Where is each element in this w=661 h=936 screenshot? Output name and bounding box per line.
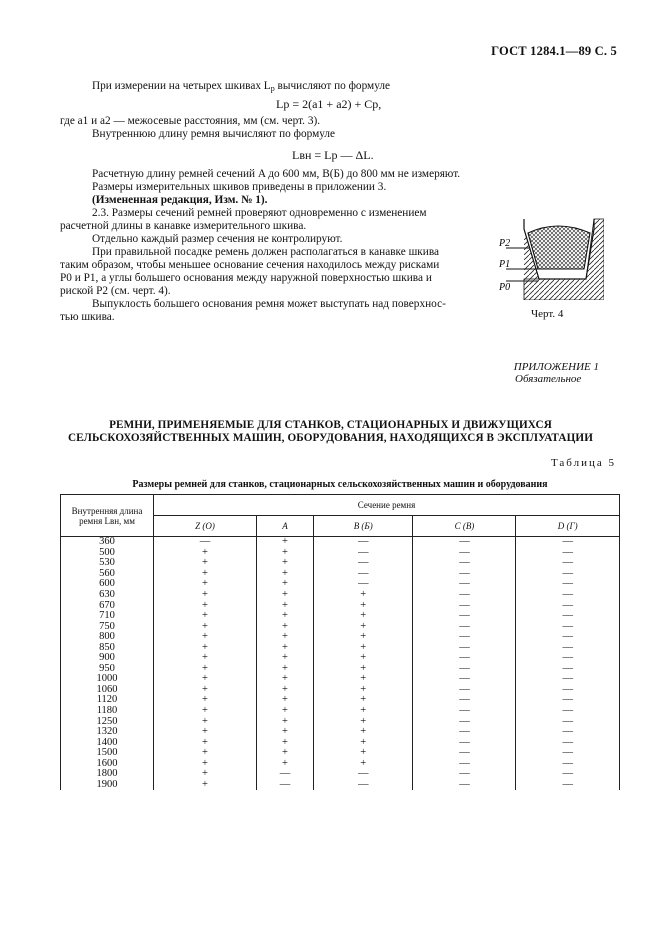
cell-section-mark: + (154, 548, 257, 559)
cell-section-mark: + (256, 621, 313, 632)
cell-section-mark: + (154, 685, 257, 696)
cell-section-mark: + (154, 569, 257, 580)
cell-section-mark: + (154, 727, 257, 738)
cell-section-mark: + (256, 758, 313, 769)
cell-section-mark: — (413, 537, 516, 548)
table-row (61, 748, 620, 759)
cell-section-mark: — (313, 780, 413, 791)
cell-section-mark: + (154, 748, 257, 759)
table-row (61, 737, 620, 748)
paragraph-convexity-line1: Выпуклость большего основания ремня может выступать над поверхнос- (92, 298, 446, 310)
cell-section-mark: + (154, 653, 257, 664)
cell-section-mark: — (413, 758, 516, 769)
cell-length: 1500 (61, 748, 154, 759)
paragraph-not-measured: Расчетную длину ремней сечений A до 600 мм, B(Б) до 800 мм не измеряют. (92, 168, 461, 180)
cell-length: 1000 (61, 674, 154, 685)
cell-section-mark: + (256, 642, 313, 653)
cell-section-mark: + (313, 674, 413, 685)
paragraph-pulley-sizes: Размеры измерительных шкивов приведены в приложении 3. (92, 181, 387, 193)
cell-section-mark: — (516, 600, 620, 611)
cell-section-mark: + (256, 590, 313, 601)
cell-section-mark: + (154, 558, 257, 569)
cell-section-mark: — (413, 769, 516, 780)
cell-section-mark: — (413, 642, 516, 653)
cell-section-mark: + (256, 664, 313, 675)
cell-length: 1320 (61, 727, 154, 738)
table-row (61, 558, 620, 569)
cell-section-mark: — (516, 653, 620, 664)
cell-section-mark: — (256, 780, 313, 791)
cell-section-mark: — (413, 674, 516, 685)
cell-section-mark: + (154, 664, 257, 675)
cell-section-mark: — (516, 642, 620, 653)
col-header-section: C (B) (413, 516, 516, 537)
cell-section-mark: + (256, 727, 313, 738)
col-header-section: B (Б) (313, 516, 413, 537)
cell-section-mark: — (516, 632, 620, 643)
cell-length: 1250 (61, 716, 154, 727)
cell-length: 1120 (61, 695, 154, 706)
cell-section-mark: + (313, 727, 413, 738)
cell-section-mark: + (154, 590, 257, 601)
cell-length: 1800 (61, 769, 154, 780)
paragraph-fit-line2: таким образом, чтобы меньшее основание сечения находилось между рисками (60, 259, 440, 271)
cell-section-mark: + (154, 674, 257, 685)
cell-length: 500 (61, 548, 154, 559)
col-header-section: D (Г) (516, 516, 620, 537)
cell-section-mark: — (413, 706, 516, 717)
text-fragment: При измерении на четырех шкивах L (92, 80, 271, 92)
cell-length: 1060 (61, 685, 154, 696)
cell-length: 1400 (61, 737, 154, 748)
page-header: ГОСТ 1284.1—89 С. 5 (491, 44, 617, 58)
cell-section-mark: — (413, 748, 516, 759)
cell-length: 530 (61, 558, 154, 569)
formula-calc-length: Lр = 2(a1 + a2) + Cр, (276, 97, 382, 111)
cell-section-mark: — (516, 664, 620, 675)
cell-section-mark: — (516, 780, 620, 791)
cell-section-mark: — (313, 558, 413, 569)
col-header-section: Z (O) (154, 516, 257, 537)
figure-caption: Черт. 4 (531, 308, 564, 320)
appendix-label: ПРИЛОЖЕНИЕ 1 (513, 361, 599, 373)
cell-section-mark: — (516, 558, 620, 569)
table-row (61, 569, 620, 580)
cell-section-mark: — (516, 611, 620, 622)
text-fragment: Внутренняя длина (71, 505, 143, 516)
paragraph-measure-four-pulleys (92, 80, 390, 95)
cell-section-mark: — (413, 611, 516, 622)
table-row (61, 706, 620, 717)
cell-section-mark: — (313, 569, 413, 580)
paragraph-2-3-line1: 2.3. Размеры сечений ремней проверяют одновременно с изменением (92, 207, 427, 219)
cell-section-mark: — (516, 706, 620, 717)
cell-section-mark: — (413, 653, 516, 664)
cell-section-mark: + (154, 716, 257, 727)
cell-section-mark: + (154, 579, 257, 590)
cell-section-mark: + (154, 632, 257, 643)
col-header-section: A (256, 516, 313, 537)
table-row (61, 579, 620, 590)
cell-section-mark: — (413, 685, 516, 696)
cell-length: 630 (61, 590, 154, 601)
cell-section-mark: — (413, 558, 516, 569)
cell-section-mark: — (413, 737, 516, 748)
section-title-line1: РЕМНИ, ПРИМЕНЯЕМЫЕ ДЛЯ СТАНКОВ, СТАЦИОНАРНЫХ И ДВИЖУЩИХСЯ (109, 419, 552, 431)
cell-section-mark: + (313, 611, 413, 622)
cell-section-mark: — (413, 621, 516, 632)
cell-section-mark: + (256, 674, 313, 685)
cell-section-mark: + (154, 611, 257, 622)
cell-section-mark: + (154, 600, 257, 611)
cell-section-mark: — (516, 569, 620, 580)
table-row (61, 600, 620, 611)
cell-section-mark: + (313, 621, 413, 632)
cell-section-mark: — (413, 632, 516, 643)
cell-section-mark: — (516, 758, 620, 769)
cell-section-mark: — (516, 590, 620, 601)
cell-section-mark: + (154, 769, 257, 780)
cell-section-mark: — (413, 569, 516, 580)
cell-section-mark: + (313, 600, 413, 611)
cell-section-mark: — (413, 716, 516, 727)
cell-section-mark: + (256, 748, 313, 759)
cell-section-mark: — (313, 537, 413, 548)
cell-section-mark: + (256, 632, 313, 643)
cell-section-mark: + (313, 737, 413, 748)
cell-section-mark: — (313, 579, 413, 590)
cell-section-mark: + (256, 716, 313, 727)
paragraph-center-distances: где a1 и a2 — межосевые расстояния, мм (см. черт. 3). (60, 115, 321, 127)
cell-section-mark: — (516, 674, 620, 685)
table-row (61, 780, 620, 791)
fig-label-p2: P2 (499, 238, 511, 249)
cell-section-mark: + (256, 653, 313, 664)
cell-section-mark: + (154, 621, 257, 632)
table-row (61, 727, 620, 738)
cell-length: 900 (61, 653, 154, 664)
table-row (61, 695, 620, 706)
table-row (61, 537, 620, 548)
paragraph-convexity-line2: тью шкива. (60, 311, 115, 323)
cell-section-mark: — (516, 716, 620, 727)
cell-section-mark: — (413, 695, 516, 706)
cell-length: 1900 (61, 780, 154, 791)
cell-section-mark: + (256, 737, 313, 748)
cell-section-mark: + (313, 653, 413, 664)
cell-length: 560 (61, 569, 154, 580)
text-fragment: р (270, 84, 275, 93)
cell-section-mark: — (516, 621, 620, 632)
table-number: Таблица 5 (550, 457, 616, 469)
text-fragment: вычисляют по формуле (274, 80, 391, 92)
cell-section-mark: + (256, 558, 313, 569)
appendix-note: Обязательное (515, 373, 582, 385)
cell-section-mark: — (413, 548, 516, 559)
cell-section-mark: — (516, 769, 620, 780)
cell-length: 360 (61, 537, 154, 548)
cell-section-mark: + (154, 695, 257, 706)
cell-section-mark: + (256, 600, 313, 611)
cell-length: 750 (61, 621, 154, 632)
cell-length: 600 (61, 579, 154, 590)
cell-section-mark: — (516, 695, 620, 706)
cell-section-mark: — (154, 537, 257, 548)
fig-label-p1: P1 (499, 259, 511, 270)
col-group-header: Сечение ремня (154, 495, 620, 516)
table-row (61, 611, 620, 622)
cell-section-mark: + (313, 706, 413, 717)
cell-section-mark: + (154, 758, 257, 769)
fig-label-p0: P0 (499, 282, 511, 293)
cell-section-mark: + (256, 685, 313, 696)
cell-section-mark: + (256, 548, 313, 559)
cell-section-mark: — (413, 579, 516, 590)
paragraph-fit-line4: риской P2 (см. черт. 4). (60, 285, 171, 297)
cell-section-mark: + (313, 632, 413, 643)
cell-section-mark: — (516, 685, 620, 696)
cell-length: 1600 (61, 758, 154, 769)
section-title-line2: СЕЛЬСКОХОЗЯЙСТВЕННЫХ МАШИН, ОБОРУДОВАНИЯ, НАХОДЯЩИХСЯ В ЭКСПЛУАТАЦИИ (67, 432, 594, 444)
cell-section-mark: — (516, 537, 620, 548)
table-row (61, 664, 620, 675)
cell-length: 950 (61, 664, 154, 675)
cell-length: 670 (61, 600, 154, 611)
cell-section-mark: — (516, 748, 620, 759)
col-header-length (61, 495, 154, 537)
table-row (61, 685, 620, 696)
cell-section-mark: — (313, 769, 413, 780)
table-row (61, 653, 620, 664)
paragraph-amended: (Измененная редакция, Изм. № 1). (92, 194, 268, 206)
cell-section-mark: + (154, 642, 257, 653)
table-row (61, 590, 620, 601)
cell-section-mark: — (516, 727, 620, 738)
cell-section-mark: + (256, 706, 313, 717)
table-row (61, 632, 620, 643)
cell-section-mark: — (256, 769, 313, 780)
cell-section-mark: + (313, 664, 413, 675)
cell-section-mark: + (154, 780, 257, 791)
cell-section-mark: — (516, 548, 620, 559)
belt-in-groove-figure (494, 215, 604, 300)
cell-section-mark: + (256, 611, 313, 622)
table-row (61, 548, 620, 559)
paragraph-2-3-line2: расчетной длины в канавке измерительного шкива. (60, 220, 307, 232)
cell-section-mark: — (413, 780, 516, 791)
table-row (61, 758, 620, 769)
paragraph-not-controlled: Отдельно каждый размер сечения не контролируют. (92, 233, 343, 245)
cell-section-mark: + (313, 695, 413, 706)
cell-section-mark: + (256, 695, 313, 706)
table-row (61, 621, 620, 632)
cell-length: 710 (61, 611, 154, 622)
paragraph-fit-line1: При правильной посадке ремень должен располагаться в канавке шкива (92, 246, 440, 258)
cell-section-mark: + (313, 642, 413, 653)
cell-section-mark: + (256, 569, 313, 580)
table-row (61, 769, 620, 780)
cell-section-mark: — (413, 600, 516, 611)
cell-length: 850 (61, 642, 154, 653)
cell-section-mark: — (413, 727, 516, 738)
table-row (61, 716, 620, 727)
cell-section-mark: + (256, 579, 313, 590)
cell-section-mark: + (313, 748, 413, 759)
cell-section-mark: + (313, 716, 413, 727)
cell-section-mark: — (413, 590, 516, 601)
cell-section-mark: + (154, 737, 257, 748)
cell-section-mark: — (516, 579, 620, 590)
table-row (61, 642, 620, 653)
table-row (61, 674, 620, 685)
cell-section-mark: — (413, 664, 516, 675)
belt-sizes-table (60, 494, 620, 790)
cell-length: 800 (61, 632, 154, 643)
cell-section-mark: + (313, 758, 413, 769)
paragraph-fit-line3: P0 и P1, а углы большего основания между наружной поверхностью шкива и (60, 272, 432, 284)
paragraph-inner-length: Внутреннюю длину ремня вычисляют по формуле (92, 128, 336, 140)
cell-section-mark: — (313, 548, 413, 559)
cell-section-mark: + (154, 706, 257, 717)
cell-section-mark: + (256, 537, 313, 548)
cell-length: 1180 (61, 706, 154, 717)
cell-section-mark: — (516, 737, 620, 748)
cell-section-mark: + (313, 590, 413, 601)
table-title: Размеры ремней для станков, стационарных сельскохозяйственных машин и оборудования (132, 479, 548, 490)
formula-inner-length: Lвн = Lр — ΔL. (292, 148, 374, 162)
text-fragment: ремня Lвн, мм (79, 515, 135, 526)
cell-section-mark: + (313, 685, 413, 696)
